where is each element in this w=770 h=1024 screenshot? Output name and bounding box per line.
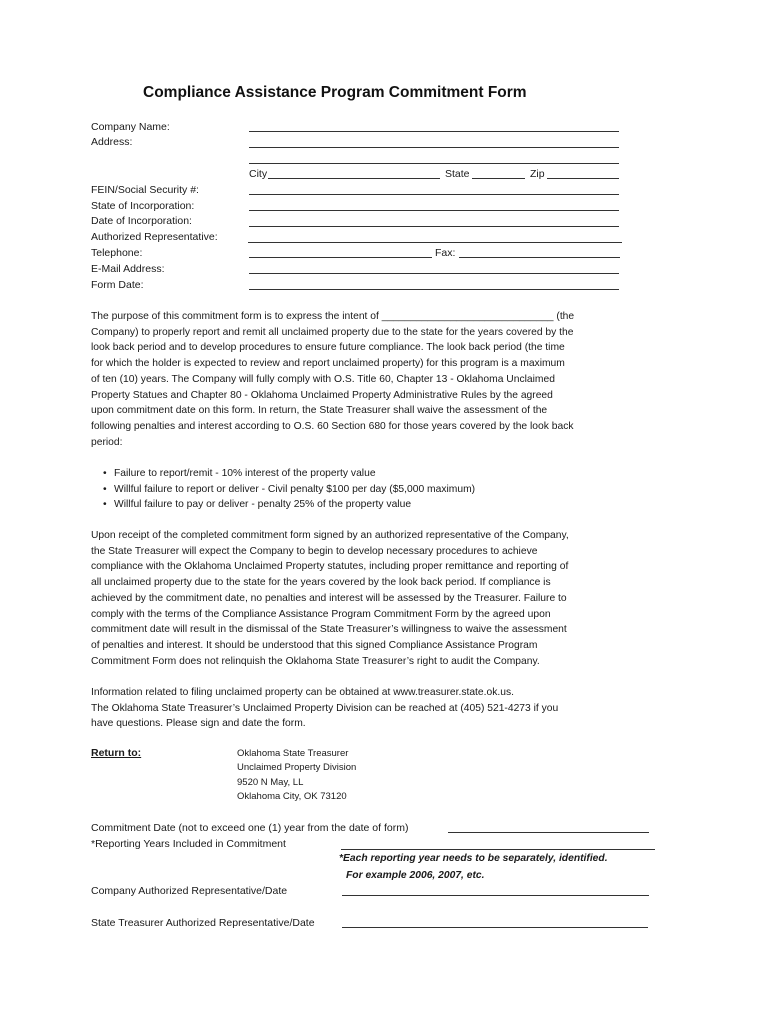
bullet-icon: •: [103, 468, 107, 479]
telephone-label: Telephone:: [91, 247, 143, 259]
form-date-label: Form Date:: [91, 279, 144, 291]
paragraph-line: Commitment Form does not relinquish the Oklahoma State Treasurer’s right to audit the Company.: [91, 655, 540, 667]
paragraph-line: for which the holder is expected to review and report unclaimed property) for this program is a maximum: [91, 358, 565, 370]
return-to-label: Return to:: [91, 747, 142, 759]
paragraph-line: have questions. Please sign and date the form.: [91, 718, 306, 730]
paragraph-line: compliance with the Oklahoma Unclaimed Property statutes, including proper remittance and reporting of: [91, 561, 569, 573]
fax-label: Fax:: [435, 247, 456, 259]
page-title: Compliance Assistance Program Commitment Form: [143, 84, 527, 101]
address-line: Unclaimed Property Division: [237, 762, 357, 774]
paragraph-line: of ten (10) years. The Company will fully comply with O.S. Title 60, Chapter 13 - Oklahoma Unclaimed: [91, 373, 555, 385]
zip-field[interactable]: [547, 178, 619, 179]
paragraph-line: the State Treasurer will expect the Company to begin to develop necessary procedures to achieve: [91, 545, 538, 557]
paragraph-line: look back period and to develop procedures to ensure future compliance. The look back period (the time: [91, 342, 565, 354]
state-of-incorporation-field[interactable]: [249, 210, 619, 211]
commitment-date-field[interactable]: [448, 832, 649, 833]
city-field[interactable]: [268, 178, 440, 179]
company-name-field[interactable]: [249, 131, 619, 132]
date-of-incorporation-label: Date of Incorporation:: [91, 215, 192, 227]
bullet-icon: •: [103, 499, 107, 511]
fein-field[interactable]: [249, 194, 619, 195]
company-rep-signature-field[interactable]: [342, 895, 649, 896]
paragraph-line: all unclaimed property due to the state for the years covered by the look back period. If compliance is: [91, 577, 551, 589]
address-label: Address:: [91, 136, 133, 148]
paragraph-line: Upon receipt of the completed commitment form signed by an authorized representative of the Company,: [91, 530, 569, 541]
address-line: Oklahoma State Treasurer: [237, 748, 349, 759]
telephone-field[interactable]: [249, 257, 432, 258]
paragraph-line: following penalties and interest according to O.S. 60 Section 680 for those years covered by the look back: [91, 420, 574, 432]
company-rep-label: Company Authorized Representative/Date: [91, 885, 288, 897]
state-label: State: [445, 168, 470, 180]
date-of-incorporation-field[interactable]: [249, 226, 619, 227]
info-paragraph: [91, 685, 651, 732]
reporting-years-label: *Reporting Years Included in Commitment: [91, 838, 286, 850]
paragraph-line: upon commitment date on this form. In return, the State Treasurer shall waive the assessment of the: [91, 405, 548, 417]
paragraph-line: The purpose of this commitment form is to express the intent of ______________________________ (the: [91, 311, 575, 322]
list-item: [103, 466, 475, 482]
fein-label: FEIN/Social Security #:: [91, 184, 199, 196]
purpose-paragraph: [91, 309, 651, 450]
form-date-field[interactable]: [249, 289, 619, 290]
penalty-text: Willful failure to report or deliver - Civil penalty $100 per day ($5,000 maximum): [114, 483, 476, 495]
paragraph-line: comply with the terms of the Compliance Assistance Program Commitment Form by the agreed upon: [91, 608, 551, 620]
company-name-label: Company Name:: [91, 121, 170, 133]
list-item: [103, 482, 475, 498]
state-field[interactable]: [472, 178, 525, 179]
paragraph-line: of penalties and interest. It should be understood that this signed Compliance Assistance Program: [91, 639, 538, 651]
reporting-year-example: For example 2006, 2007, etc.: [346, 870, 485, 881]
paragraph-line: Property Statues and Chapter 80 - Oklahoma Unclaimed Property Administrative Rules by the agreed: [91, 389, 553, 401]
penalties-list: [103, 466, 475, 513]
paragraph-line: Company) to properly report and remit all unclaimed property due to the state for the years covered by the: [91, 326, 574, 338]
paragraph-line: Information related to filing unclaimed property can be obtained at www.treasurer.state.ok.us.: [91, 687, 514, 698]
city-label: City: [249, 168, 268, 180]
list-item: [103, 497, 475, 513]
paragraph-line: period:: [91, 436, 123, 448]
state-of-incorporation-label: State of Incorporation:: [91, 200, 195, 212]
treasurer-rep-signature-field[interactable]: [342, 927, 648, 928]
email-label: E-Mail Address:: [91, 263, 165, 275]
receipt-paragraph: [91, 528, 651, 669]
fax-field[interactable]: [459, 257, 620, 258]
reporting-year-note: *Each reporting year needs to be separately, identified.: [339, 853, 608, 864]
paragraph-line: The Oklahoma State Treasurer’s Unclaimed Property Division can be reached at (405) 521-4273 if you: [91, 702, 559, 714]
paragraph-line: commitment date will result in the dismissal of the State Treasurer’s willingness to waive the assessment: [91, 624, 567, 636]
paragraph-line: achieved by the commitment date, no penalties and interest will be assessed by the Treasurer. Failure to: [91, 592, 567, 604]
address-line: 9520 N May, LL: [237, 776, 304, 788]
treasurer-rep-label: State Treasurer Authorized Representative/Date: [91, 917, 315, 929]
authorized-representative-field[interactable]: [248, 242, 622, 243]
address-line-2-field[interactable]: [249, 163, 619, 164]
commitment-date-label: Commitment Date (not to exceed one (1) year from the date of form): [91, 822, 409, 834]
reporting-years-field[interactable]: [341, 849, 655, 850]
penalty-text: Willful failure to pay or deliver - penalty 25% of the property value: [114, 499, 412, 511]
return-address: [237, 747, 356, 805]
email-field[interactable]: [249, 273, 619, 274]
address-line: Oklahoma City, OK 73120: [237, 791, 347, 803]
zip-label: Zip: [530, 168, 545, 180]
authorized-representative-label: Authorized Representative:: [91, 231, 218, 243]
penalty-text: Failure to report/remit - 10% interest of the property value: [114, 468, 376, 479]
bullet-icon: •: [103, 483, 107, 495]
address-line-1-field[interactable]: [249, 147, 619, 148]
